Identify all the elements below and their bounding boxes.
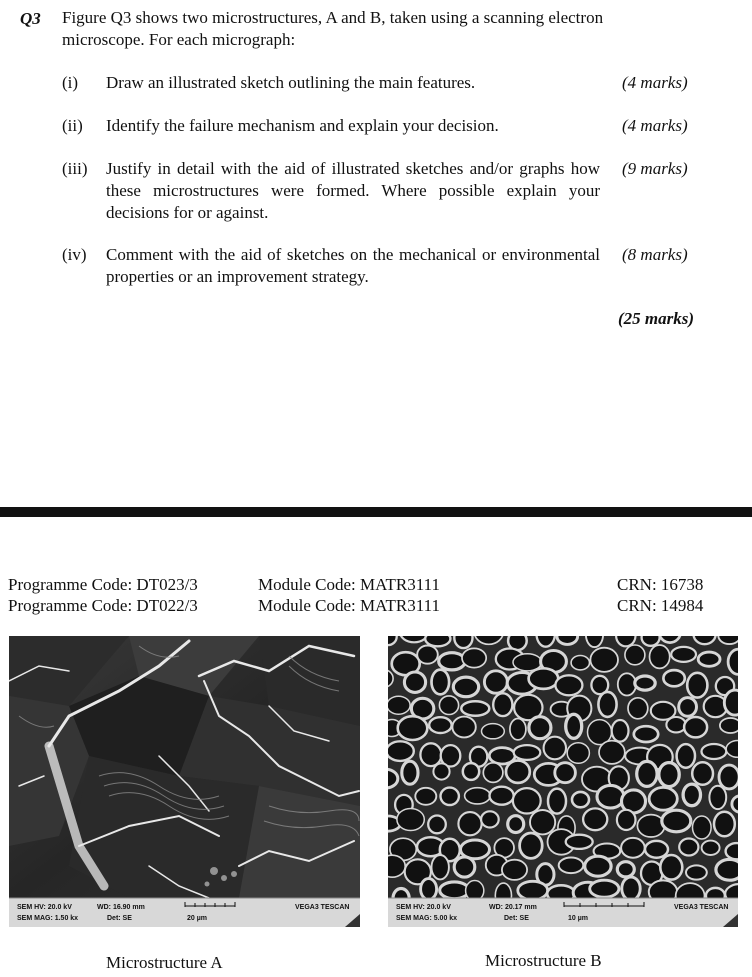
dimple [709, 786, 726, 809]
dimple [679, 839, 698, 856]
dimple [529, 668, 559, 689]
dimple [530, 810, 555, 834]
part-marks-iv: (8 marks) [622, 245, 688, 264]
dimple [432, 855, 449, 879]
dimple [662, 810, 691, 832]
dimple [555, 675, 582, 695]
dimple [634, 726, 658, 742]
dimple [388, 696, 410, 714]
dimple [463, 763, 479, 780]
dimple [660, 855, 682, 880]
dimple [493, 693, 512, 716]
part-marks-i: (4 marks) [622, 73, 688, 92]
dimple [714, 812, 735, 836]
dimple [518, 881, 548, 899]
dimple [683, 784, 700, 806]
micrograph-b-wd: WD: 20.17 mm [489, 904, 537, 911]
dimple [484, 671, 507, 693]
programme-code-1: Programme Code: DT023/3 [8, 575, 198, 594]
page-divider [0, 507, 752, 517]
dimple [415, 788, 436, 805]
dimple [702, 841, 720, 855]
dimple [461, 701, 489, 715]
micrograph-a-scale: 20 µm [187, 915, 207, 922]
dimple [432, 670, 450, 695]
part-text-iii: Justify in detail with the aid of illustrated sketches and/or graphs how these microstructures were formed. Where possible explain your decisions for or against. [106, 159, 600, 222]
part-text-iv: Comment with the aid of sketches on the mechanical or environmental properties or an improvement strategy. [106, 245, 600, 286]
micrograph-a-det: Det: SE [107, 915, 132, 922]
question-number: Q3 [20, 9, 41, 28]
dimple [590, 648, 618, 672]
part-marks-ii: (4 marks) [622, 116, 688, 135]
dimple [441, 788, 459, 805]
dimple [529, 717, 551, 739]
total-marks: (25 marks) [618, 309, 695, 328]
dimple [439, 696, 458, 715]
dimple [502, 860, 527, 880]
dimple [404, 672, 425, 692]
dimple [728, 649, 738, 674]
dimple [462, 648, 486, 667]
dimple [481, 811, 499, 827]
dimple [572, 792, 589, 807]
dimple [686, 865, 707, 879]
caption-microstructure-a: Microstructure A [106, 953, 223, 972]
dimple [388, 855, 405, 877]
dimple [716, 859, 738, 880]
dimple [637, 761, 657, 786]
dimple [490, 787, 514, 805]
crn-1: CRN: 16738 [617, 575, 704, 594]
dimple [520, 833, 543, 858]
dimple [692, 762, 713, 784]
part-number-iv: (iv) [62, 245, 87, 264]
dimple [659, 763, 679, 787]
dimple [454, 857, 475, 877]
dimple [693, 816, 712, 839]
dimple [513, 788, 541, 813]
dimple [698, 652, 720, 666]
dimple [671, 647, 696, 662]
dimple [429, 717, 451, 733]
dimple [555, 763, 576, 783]
micrograph-a-wd: WD: 16.90 mm [97, 904, 145, 911]
dimple [465, 788, 491, 804]
dimple [720, 718, 738, 733]
micrograph-a-image [9, 636, 360, 927]
dimple [428, 816, 446, 834]
dimple [617, 862, 634, 877]
dimple [548, 789, 566, 814]
micrograph-b-det: Det: SE [504, 915, 529, 922]
dimple [622, 877, 640, 900]
micrograph-b-image [388, 636, 738, 927]
micrograph-b-brand: VEGA3 TESCAN [674, 904, 729, 911]
question-intro: Figure Q3 shows two microstructures, A and B, taken using a scanning electron microscope. For each micrograph: [62, 8, 604, 49]
dimple [453, 677, 478, 697]
module-code-2: Module Code: MATR3111 [258, 596, 440, 615]
micrograph-a [9, 636, 360, 927]
dimple [506, 761, 530, 783]
dimple [645, 841, 668, 858]
dimple [702, 744, 727, 759]
dimple [398, 716, 428, 740]
dimple [420, 743, 441, 766]
dimple [482, 724, 505, 739]
micrograph-b [388, 636, 738, 927]
dimple [508, 816, 524, 833]
dimple [510, 719, 526, 740]
dimple [618, 673, 636, 695]
caption-microstructure-b: Microstructure B [485, 951, 602, 970]
part-number-ii: (ii) [62, 116, 83, 135]
dimple [566, 714, 582, 738]
programme-code-2: Programme Code: DT022/3 [8, 596, 198, 615]
dimple [454, 636, 472, 648]
dimple [621, 838, 645, 858]
dimple [583, 808, 607, 830]
dimple [625, 645, 645, 665]
module-code-1: Module Code: MATR3111 [258, 575, 440, 594]
dimple [567, 743, 589, 764]
dimple [635, 676, 655, 690]
dimple [732, 796, 738, 813]
dimple [559, 858, 584, 874]
dimple [440, 882, 469, 899]
dimple [557, 636, 578, 644]
part-marks-iii: (9 marks) [622, 159, 688, 178]
dimple [571, 656, 589, 670]
dimple [598, 692, 616, 717]
micrograph-a-brand: VEGA3 TESCAN [295, 904, 350, 911]
dimple [684, 717, 707, 737]
dimple [642, 636, 660, 646]
part-number-iii: (iii) [62, 159, 88, 178]
dimple [597, 785, 624, 808]
dimple [637, 815, 664, 837]
dimple [566, 835, 593, 849]
micrograph-b-scale: 10 µm [568, 915, 588, 922]
dimple [417, 646, 438, 664]
dimple [650, 645, 670, 668]
micrograph-a-sem-mag: SEM MAG: 1.50 kx [17, 915, 79, 922]
dimple [452, 717, 475, 738]
dimple [590, 880, 619, 897]
dimple [666, 717, 685, 732]
dimple [663, 670, 684, 686]
dimple [439, 653, 465, 670]
dimple [649, 787, 677, 810]
crn-2: CRN: 14984 [617, 596, 704, 615]
dimple [458, 812, 481, 835]
dimple [726, 843, 738, 859]
dimple [617, 810, 636, 830]
dimple [388, 769, 398, 788]
dimple [388, 741, 414, 761]
dimple [612, 720, 629, 742]
dimple [687, 673, 707, 698]
dimple [628, 698, 648, 719]
dimple [433, 763, 449, 779]
dimple [421, 879, 437, 900]
dimple [397, 809, 424, 831]
dimple [483, 763, 503, 783]
dimple [514, 745, 541, 760]
micrograph-a-sem-hv: SEM HV: 20.0 kV [17, 904, 72, 911]
dimple [677, 744, 695, 768]
dimple [679, 698, 697, 717]
micrograph-b-sem-hv: SEM HV: 20.0 kV [396, 904, 451, 911]
dimple [544, 737, 566, 760]
part-text-ii: Identify the failure mechanism and explain your decision. [106, 116, 499, 135]
dimple [599, 741, 625, 764]
micrograph-b-sem-mag: SEM MAG: 5.00 kx [396, 915, 458, 922]
dimple [719, 765, 738, 789]
dimple [402, 761, 418, 784]
dimple [585, 856, 611, 876]
part-number-i: (i) [62, 73, 79, 92]
part-text-i: Draw an illustrated sketch outlining the main features. [106, 73, 476, 92]
dimple [724, 690, 738, 715]
